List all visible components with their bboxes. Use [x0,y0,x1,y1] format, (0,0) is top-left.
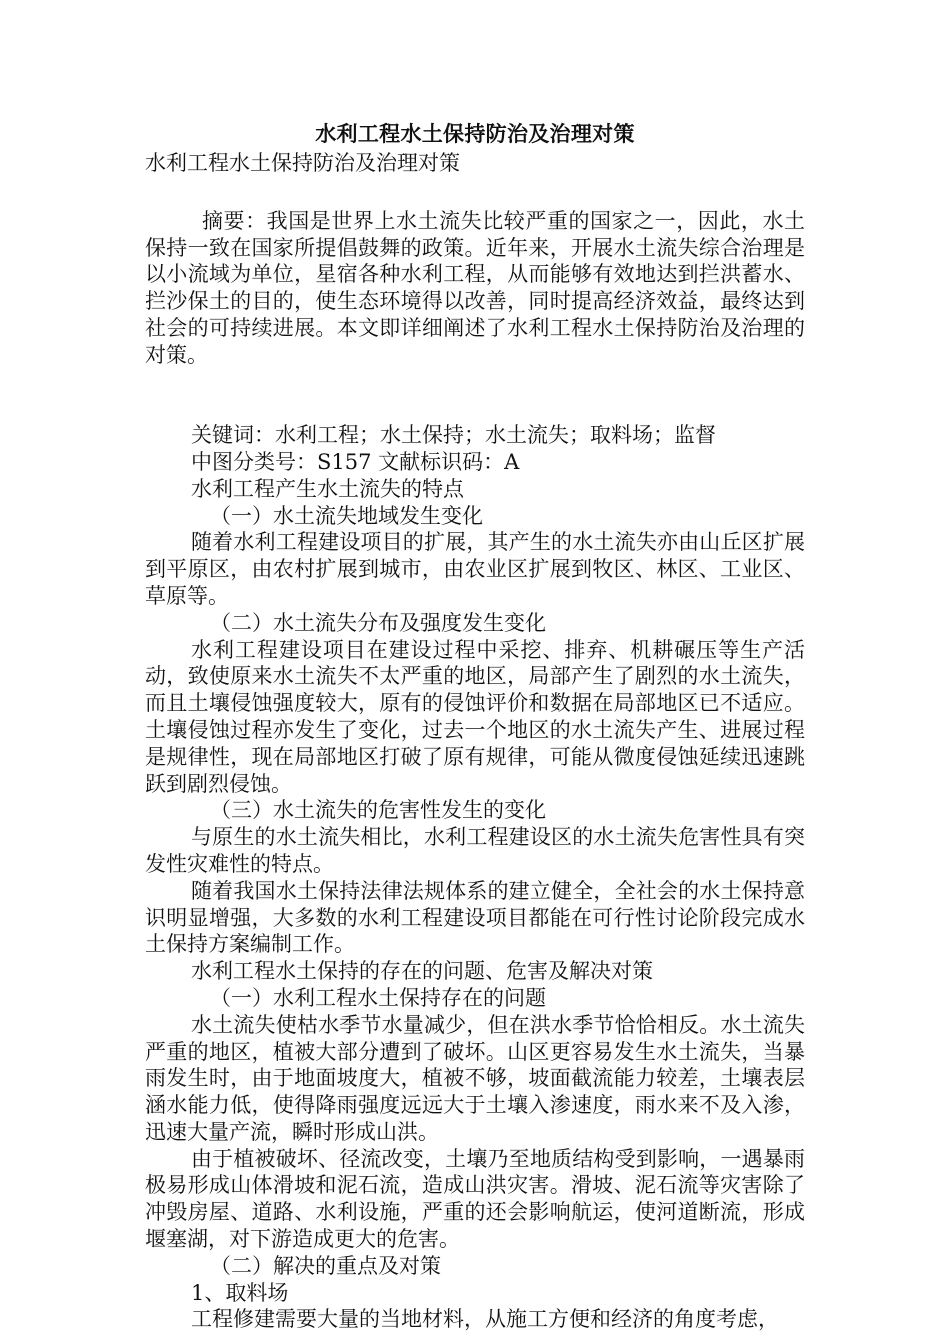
subsection-heading: （一）水土流失地域发生变化 [210,503,483,528]
body-paragraph: 随着我国水土保持法律法规体系的建立健全，全社会的水土保持意识明显增强，大多数的水利工程建设项目都能在可行性讨论阶段完成水土保持方案编制工作。 [145,878,805,957]
subsection-heading: （二）水土流失分布及强度发生变化 [210,610,546,635]
spacer [145,177,805,208]
subsection-heading: （三）水土流失的危害性发生的变化 [210,798,546,823]
keywords-line: 关键词：水利工程；水土保持；水土流失；取料场；监督 [191,423,716,448]
body-paragraph: 水土流失使枯水季节水量减少，但在洪水季节恰恰相反。水土流失严重的地区，植被大部分遭到了破坏。山区更容易发生水土流失，当暴雨发生时，由于地面坡度大，植被不够，坡面截流能力较差，土壤表层涵水能力低，使得降雨强度远远大于土壤入渗速度，雨水来不及入渗，迅速大量产流，瞬时形成山洪。 [145,1012,805,1144]
section-heading: 水利工程水土保持的存在的问题、危害及解决对策 [191,959,653,984]
subsection-heading: （一）水利工程水土保持存在的问题 [210,985,546,1010]
document-page [145,118,805,1333]
body-paragraph: 工程修建需要大量的当地材料，从施工方便和经济的角度考虑， [191,1307,779,1332]
body-paragraph: 由于植被破坏、径流改变，土壤乃至地质结构受到影响，一遇暴雨极易形成山体滑坡和泥石流，造成山洪灾害。滑坡、泥石流等灾害除了冲毁房屋、道路、水利设施，严重的还会影响航运，使河道断流，形成堰塞湖，对下游造成更大的危害。 [145,1146,805,1252]
body-paragraph: 水利工程建设项目在建设过程中采挖、排弃、机耕碾压等生产活动，致使原来水土流失不太严重的地区，局部产生了剧烈的水土流失，而且土壤侵蚀强度较大，原有的侵蚀评价和数据在局部地区已不适应。土壤侵蚀过程亦发生了变化，过去一个地区的水土流失产生、进展过程是规律性，现在局部地区打破了原有规律，可能从微度侵蚀延续迅速跳跃到剧烈侵蚀。 [145,637,805,796]
spacer [145,369,805,396]
body-paragraph: 随着水利工程建设项目的扩展，其产生的水土流失亦由山丘区扩展到平原区，由农村扩展到城市，由农业区扩展到牧区、林区、工业区、草原等。 [145,530,805,608]
abstract-paragraph: 摘要：我国是世界上水土流失比较严重的国家之一，因此，水土保持一致在国家所提倡鼓舞的政策。近年来，开展水土流失综合治理是以小流域为单位，星宿各种水利工程，从而能够有效地达到拦洪蓄水、拦沙保土的目的，使生态环境得以改善，同时提高经济效益，最终达到社会的可持续进展。本文即详细阐述了水利工程水土保持防治及治理的对策。 [145,208,805,367]
subsection-heading: （二）解决的重点及对策 [210,1253,441,1278]
document-subtitle: 水利工程水土保持防治及治理对策 [145,151,460,175]
body-paragraph: 与原生的水土流失相比，水利工程建设区的水土流失危害性具有突发性灾难性的特点。 [145,825,805,876]
classification-line: 中图分类号：S157 文献标识码：A [191,449,520,474]
list-item: 1、取料场 [191,1280,289,1305]
document-title: 水利工程水土保持防治及治理对策 [315,122,635,146]
spacer [145,395,805,422]
section-heading: 水利工程产生水土流失的特点 [191,476,464,501]
